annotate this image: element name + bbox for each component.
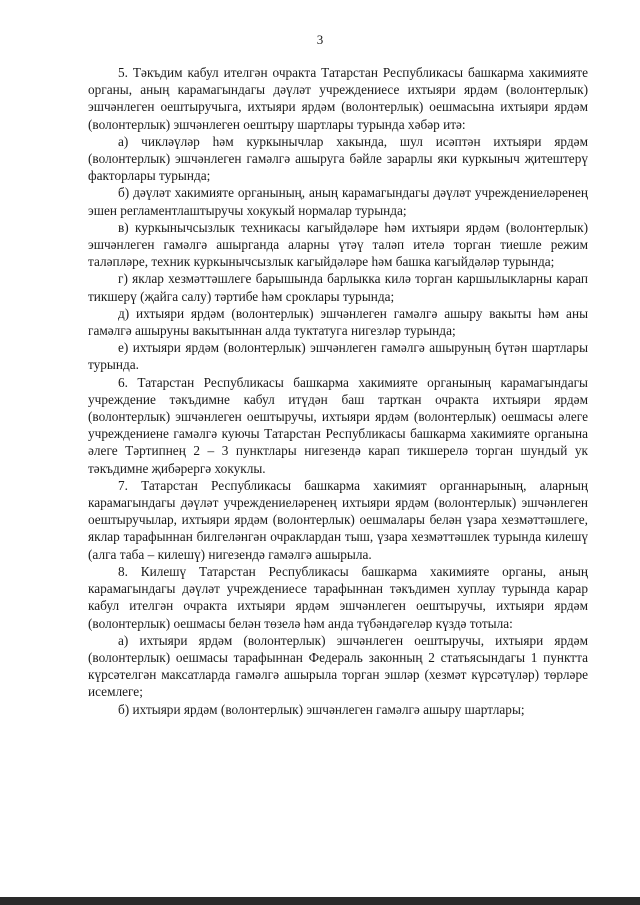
- paragraph-5g: г) яклар хезмәттәшлеге барышында барлыкка килә торган каршылыкларны карап тикшерү (җайга салу) тәртибе һәм сроклары турында;: [88, 271, 588, 304]
- scan-edge-bar: [0, 897, 640, 905]
- paragraph-8a: а) ихтыяри ярдәм (волонтерлык) эшчәнлеген оештыручы, ихтыяри ярдәм (волонтерлык) оешмасы тарафыннан Федераль законның 2 статьясындагы 1 пунктта күрсәтелгән максатларда гамәлгә ашырыла торган эшләр (хезмәт күрсәтүләр) төрләре исемлеге;: [88, 632, 588, 700]
- paragraph-5e: е) ихтыяри ярдәм (волонтерлык) эшчәнлеген гамәлгә ашыруның бүтән шартлары турында.: [88, 340, 588, 373]
- paragraph-5: 5. Тәкъдим кабул ителгән очракта Татарстан Республикасы башкарма хакимияте органы, аның карамагындагы дәүләт учреждениесе ихтыяри ярдәм (волонтерлык) эшчәнлеген оештыручыга, ихтыяри ярдәм (волонтерлык) оешмасына ихтыяри ярдәм (волонтерлык) эшчәнлеген оештыру шартлары турында хәбәр итә:: [88, 65, 588, 132]
- page-number: 3: [316, 32, 324, 47]
- paragraph-5v: в) куркынычсызлык техникасы кагыйдәләре һәм ихтыяри ярдәм (волонтерлык) эшчәнлеген гамәлгә ашырганда аларны үтәү таләп ителә торган тиешле режим таләпләре, техник куркынычсызлык кагыйдәләре һәм башка кагыйдәләр турында;: [88, 219, 588, 270]
- paragraph-5b: б) дәүләт хакимияте органының, аның карамагындагы дәүләт учреждениеләренең эшен регламентлаштыручы хокукый нормалар турында;: [88, 185, 588, 218]
- paragraph-5a: а) чикләүләр һәм куркынычлар хакында, шул исәптән ихтыяри ярдәм (волонтерлык) эшчәнлеген гамәлгә ашыруга бәйле зарарлы яки куркыныч җитештерү факторлары турында;: [88, 133, 588, 184]
- paragraph-6: 6. Татарстан Республикасы башкарма хакимияте органының карамагындагы учреждение тәкъдимне кабул итүдән баш тарткан очракта ихтыяри ярдәм (волонтерлык) эшчәнлеген оештыручы, ихтыяри ярдәм (волонтерлык) оешмасы әлеге учреждениене гамәлгә куючы Татарстан Республикасы башкарма хакимияте органына әлеге Тәртипнең 2 – 3 пунктлары нигезендә карап тикшерелә торган шундый ук тәкъдимне җибәрергә хокуклы.: [88, 374, 588, 476]
- paragraph-5d: д) ихтыяри ярдәм (волонтерлык) эшчәнлеген гамәлгә ашыру вакыты һәм аны гамәлгә ашыруны вакытыннан алда туктатуга нигезләр турында;: [88, 305, 588, 339]
- paragraph-8b: б) ихтыяри ярдәм (волонтерлык) эшчәнлеген гамәлгә ашыру шартлары;: [118, 701, 525, 717]
- document-body: [88, 64, 588, 718]
- paragraph-8: 8. Килешү Татарстан Республикасы башкарма хакимияте органы, аның карамагындагы дәүләт учреждениесе тарафыннан тәкъдимен хуплау турында карар кабул ителгән очракта ихтыяри ярдәм эшчәнлеген оештыручы, ихтыяри ярдәм (волонтерлык) оешмасы белән төзелә һәм анда түбәндәгеләр күздә тотыла:: [88, 563, 588, 631]
- paragraph-7: 7. Татарстан Республикасы башкарма хакимият органнарының, аларның карамагындагы дәүләт учреждениеләренең ихтыяри ярдәм (волонтерлык) эшчәнлеген оештыручылар, ихтыяри ярдәм (волонтерлык) оешмалары белән үзара хезмәттәшлеге, яклар тарафыннан билгеләнгән очраклардан тыш, үзара хезмәттәшлек турында килешү (алга таба – килешү) нигезендә гамәлгә ашырыла.: [88, 477, 588, 562]
